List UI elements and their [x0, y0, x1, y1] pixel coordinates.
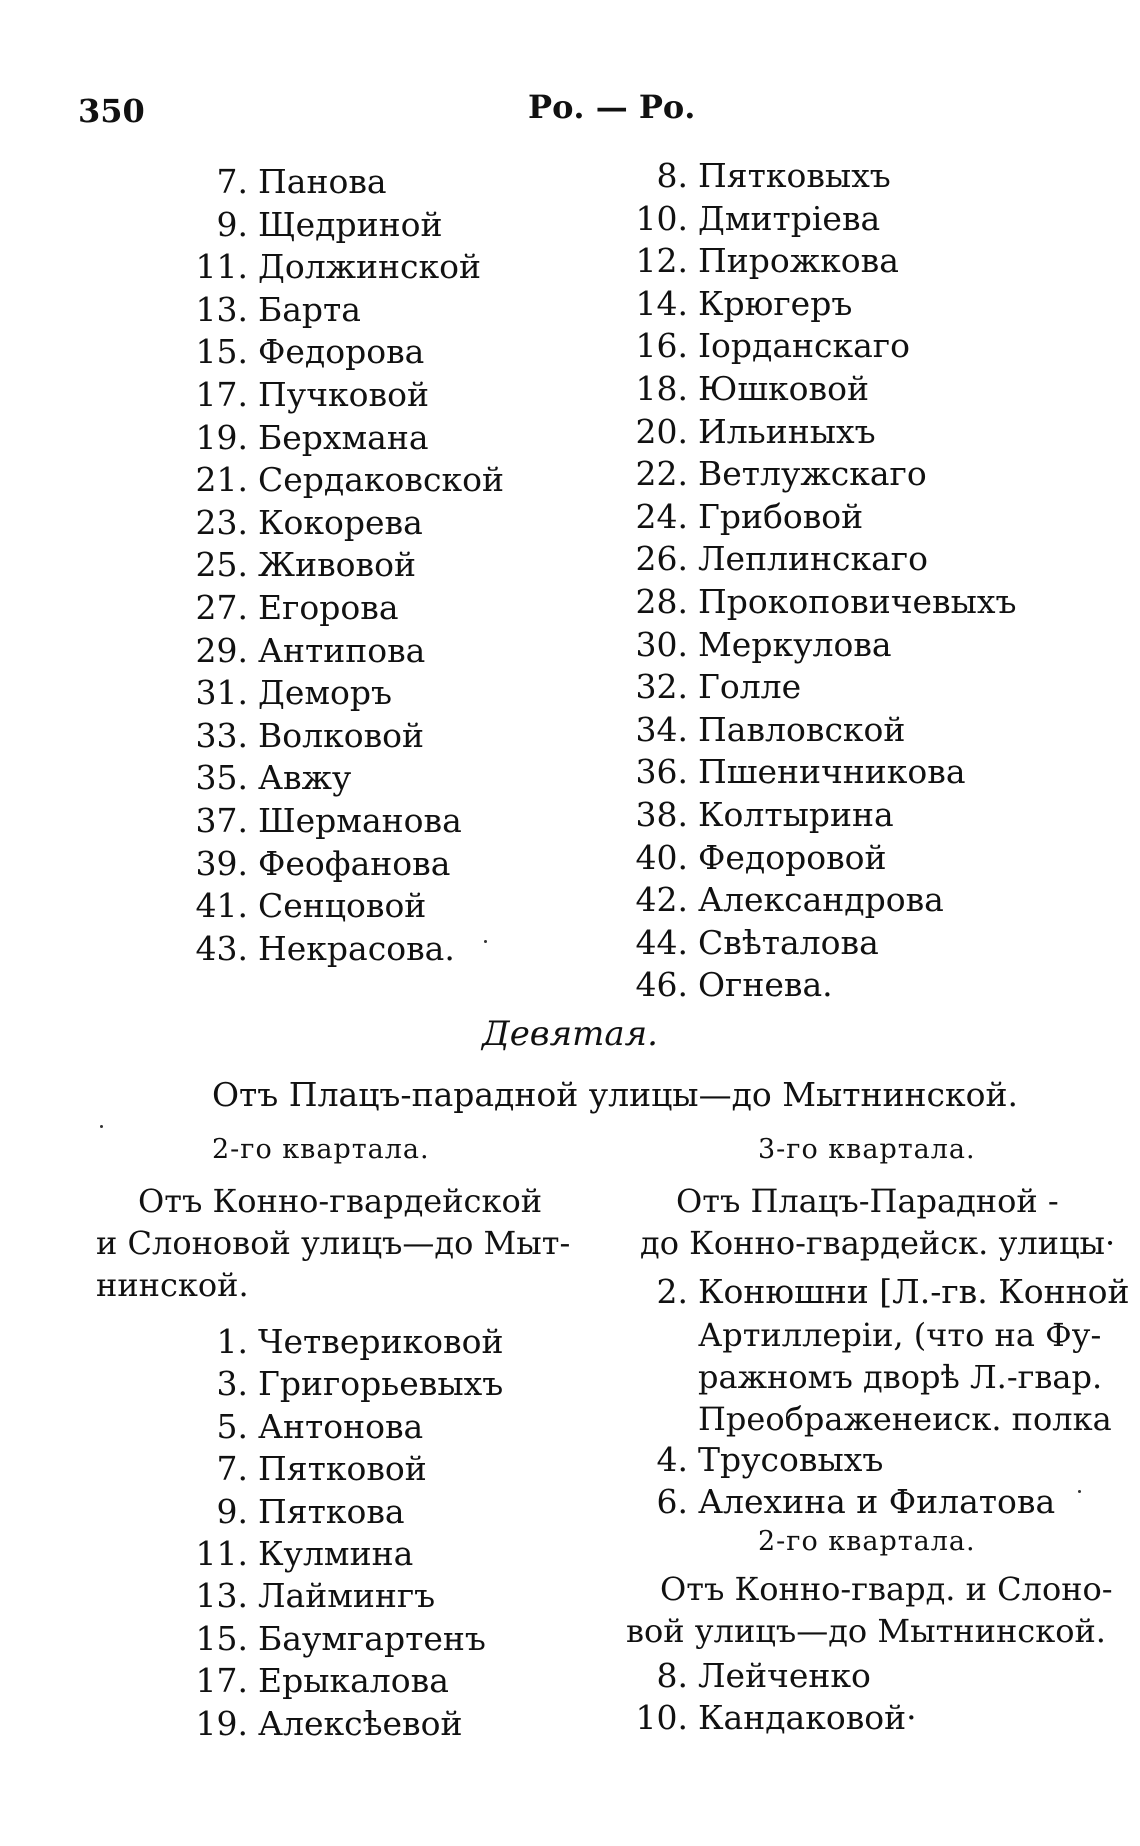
list-item — [178, 1576, 435, 1618]
entry-number: 13. — [195, 289, 248, 329]
left-desc-line-2: и Слоновой улицъ—до Мыт- — [96, 1224, 571, 1262]
list-item — [178, 247, 481, 289]
right-desc-line-2: до Конно-гвардейск. улицы· — [640, 1224, 1116, 1262]
entry-name: Авжу — [258, 758, 352, 798]
list-item — [618, 454, 927, 496]
entry-name: Должинской — [258, 247, 481, 287]
entry-number: 39. — [195, 843, 248, 883]
entry-name: Щедриной — [258, 204, 443, 244]
list-item — [178, 1364, 503, 1406]
entry-name: Александрова — [698, 880, 944, 920]
entry-number: 35. — [195, 758, 248, 798]
entry-number: 10. — [635, 198, 688, 238]
entry-number: 3. — [216, 1364, 248, 1404]
entry-number: 13. — [195, 1576, 248, 1616]
entry-name: Григорьевыхъ — [258, 1364, 504, 1404]
list-item — [618, 710, 905, 752]
list-item — [178, 886, 426, 928]
list-item — [178, 1492, 405, 1534]
list-item — [178, 631, 425, 673]
right-item-2-line-3: ражномъ дворѣ Л.-гвар. — [698, 1358, 1103, 1396]
entry-name: Меркулова — [698, 624, 892, 664]
entry-number: 17. — [195, 375, 248, 414]
entry-number: 26. — [635, 539, 688, 579]
right-quarter-heading: 3-го квартала. — [758, 1134, 976, 1165]
entry-number: 11. — [195, 247, 248, 287]
entry-name: Антонова — [258, 1406, 424, 1446]
entry-number: 21. — [195, 460, 248, 500]
entry-number: 36. — [635, 752, 688, 792]
list-item — [618, 1698, 917, 1740]
entry-name: Пшеничникова — [698, 752, 966, 792]
entry-name: Шерманова — [258, 801, 462, 840]
entry-name: Барта — [258, 289, 361, 329]
entry-name: Свѣталова — [698, 922, 879, 962]
entry-number: 40. — [635, 837, 688, 877]
page-number: 350 — [78, 92, 145, 130]
entry-number: 10. — [635, 1698, 688, 1738]
entry-number: 6. — [656, 1482, 688, 1522]
list-item — [178, 1661, 449, 1703]
entry-number: 19. — [195, 1703, 248, 1743]
entry-name: Федоровой — [698, 837, 887, 877]
entry-name: Ерыкалова — [258, 1661, 449, 1701]
right-desc-line-1: Отъ Плацъ-Парадной - — [676, 1182, 1059, 1220]
entry-number: 1. — [216, 1322, 248, 1361]
entry-name: Іорданскаго — [698, 326, 910, 366]
entry-name: Колтырина — [698, 795, 894, 834]
entry-number: 8. — [656, 156, 688, 195]
list-item — [178, 1619, 486, 1661]
entry-number: 29. — [195, 630, 248, 670]
right-desc2-line-2: вой улицъ—до Мытнинской. — [626, 1612, 1106, 1650]
list-item — [178, 162, 387, 204]
running-head: Ро. — Ро. — [528, 88, 696, 126]
entry-name: Леплинскаго — [698, 539, 928, 579]
entry-name: Алехина и Филатова — [698, 1482, 1056, 1522]
entry-number: 7. — [216, 1449, 248, 1489]
entry-name: Крюгеръ — [698, 283, 853, 323]
entry-name: Егорова — [258, 588, 399, 627]
entry-number: 20. — [635, 411, 688, 451]
entry-name: Сердаковской — [258, 460, 504, 500]
list-item — [178, 332, 424, 374]
entry-name: Волковой — [258, 715, 425, 755]
list-item — [178, 418, 429, 460]
right-quarter-heading-2: 2-го квартала. — [758, 1526, 976, 1557]
list-item — [178, 1449, 427, 1491]
list-item — [178, 290, 361, 332]
entry-name: Деморъ — [258, 673, 393, 713]
list-item — [618, 1656, 871, 1698]
entry-name: Пирожкова — [698, 241, 899, 281]
entry-number: 7. — [216, 162, 248, 201]
entry-name: Сенцовой — [258, 886, 427, 926]
entry-name: Живовой — [258, 545, 416, 585]
list-item — [178, 503, 423, 545]
entry-number: 42. — [635, 880, 688, 920]
list-item — [618, 965, 833, 1007]
list-item — [178, 588, 399, 630]
list-item — [618, 1440, 883, 1482]
entry-number: 18. — [635, 369, 688, 408]
list-item — [618, 752, 966, 794]
ink-speck — [484, 940, 487, 943]
list-item — [618, 241, 899, 283]
entry-name: Дмитріева — [698, 198, 881, 238]
entry-number: 38. — [635, 795, 688, 834]
entry-number: 2. — [656, 1272, 688, 1311]
entry-number: 46. — [635, 965, 688, 1005]
entry-name: Грибовой — [698, 496, 864, 536]
entry-number: 41. — [195, 886, 248, 926]
entry-name: Огнева. — [698, 965, 833, 1005]
entry-number: 8. — [656, 1656, 688, 1695]
entry-number: 22. — [635, 454, 688, 494]
left-desc-line-3: нинской. — [96, 1266, 249, 1304]
list-item — [618, 412, 876, 454]
entry-name: Пятковыхъ — [698, 156, 891, 195]
entry-name: Кулмина — [258, 1534, 414, 1573]
entry-number: 23. — [195, 502, 248, 542]
list-item — [178, 673, 392, 715]
list-item — [178, 205, 442, 247]
list-item — [618, 497, 863, 539]
list-item — [178, 1534, 413, 1576]
entry-name: Алексѣевой — [258, 1703, 463, 1743]
entry-name: Пяткова — [258, 1491, 405, 1531]
entry-name: Ильиныхъ — [698, 411, 876, 451]
entry-number: 28. — [635, 582, 688, 621]
list-item — [178, 545, 416, 587]
entry-name: Феофанова — [258, 843, 451, 883]
list-item — [618, 667, 801, 709]
ink-speck — [100, 1125, 103, 1128]
entry-number: 4. — [656, 1440, 688, 1479]
list-item — [178, 716, 424, 758]
entry-number: 34. — [635, 709, 688, 749]
list-item — [618, 369, 869, 411]
list-item — [178, 375, 429, 417]
entry-number: 9. — [216, 204, 248, 244]
section-title: Девятая. — [482, 1014, 658, 1054]
entry-number: 44. — [635, 922, 688, 962]
entry-name: Пятковой — [258, 1449, 427, 1489]
entry-number: 43. — [195, 928, 248, 968]
list-item — [618, 795, 894, 837]
list-item — [178, 1322, 503, 1364]
right-item-2 — [618, 1272, 1129, 1314]
entry-name: Павловской — [698, 709, 906, 749]
entry-number: 19. — [195, 417, 248, 457]
entry-name: Федорова — [258, 332, 425, 372]
entry-name: Кокорева — [258, 502, 423, 542]
list-item — [178, 929, 455, 971]
entry-name: Панова — [258, 162, 387, 201]
right-item-2-line-2: Артиллеріи, (что на Фу- — [698, 1316, 1102, 1354]
entry-name: Кандаковой· — [698, 1698, 917, 1738]
entry-name: Пучковой — [258, 375, 429, 414]
list-item — [618, 539, 928, 581]
entry-number: 12. — [635, 241, 688, 281]
list-item — [618, 923, 879, 965]
entry-number: 15. — [195, 1618, 248, 1658]
entry-number: 14. — [635, 283, 688, 323]
entry-number: 25. — [195, 545, 248, 585]
ink-speck — [1078, 1490, 1081, 1493]
entry-number: 27. — [195, 588, 248, 627]
entry-name: Трусовыхъ — [698, 1440, 884, 1479]
list-item — [618, 582, 1017, 624]
entry-number: 9. — [216, 1491, 248, 1531]
list-item — [178, 1704, 462, 1746]
entry-name: Некрасова. — [258, 928, 455, 968]
entry-name: Берхмана — [258, 417, 429, 457]
entry-name: Юшковой — [698, 369, 869, 408]
list-item — [618, 625, 892, 667]
entry-number: 11. — [195, 1534, 248, 1573]
left-desc-line-1: Отъ Конно-гвардейской — [138, 1182, 543, 1220]
list-item — [178, 1407, 423, 1449]
entry-number: 15. — [195, 332, 248, 372]
entry-name: Антипова — [258, 630, 426, 670]
entry-name: Баумгартенъ — [258, 1618, 486, 1658]
list-item — [178, 844, 450, 886]
entry-name: Лейченко — [698, 1656, 871, 1695]
list-item — [178, 801, 462, 843]
entry-name: Прокоповичевыхъ — [698, 582, 1017, 621]
list-item — [618, 326, 910, 368]
list-item — [618, 880, 944, 922]
entry-number: 37. — [195, 801, 248, 840]
list-item — [618, 284, 852, 326]
list-item — [618, 156, 891, 198]
entry-name: Ветлужскаго — [698, 454, 927, 494]
entry-name: Лаймингъ — [258, 1576, 436, 1616]
left-quarter-heading: 2-го квартала. — [212, 1134, 430, 1165]
list-item — [178, 758, 351, 800]
entry-number: 30. — [635, 624, 688, 664]
right-item-2-line-4: Преображенеиск. полка — [698, 1400, 1112, 1438]
list-item — [178, 460, 504, 502]
section-subtitle: Отъ Плацъ-парадной улицы—до Мытнинской. — [212, 1075, 1019, 1114]
list-item — [618, 1482, 1055, 1524]
entry-number: 17. — [195, 1661, 248, 1701]
entry-number: 24. — [635, 496, 688, 536]
entry-number: 31. — [195, 673, 248, 713]
entry-number: 32. — [635, 667, 688, 707]
entry-number: 33. — [195, 715, 248, 755]
list-item — [618, 838, 887, 880]
entry-number: 16. — [635, 326, 688, 366]
entry-name: Голле — [698, 667, 802, 707]
list-item — [618, 199, 880, 241]
right-desc2-line-1: Отъ Конно-гвард. и Слоно- — [660, 1570, 1113, 1608]
entry-number: 5. — [216, 1406, 248, 1446]
entry-name: Четвериковой — [258, 1322, 504, 1361]
entry-text: Конюшни [Л.-гв. Конной — [698, 1272, 1130, 1311]
